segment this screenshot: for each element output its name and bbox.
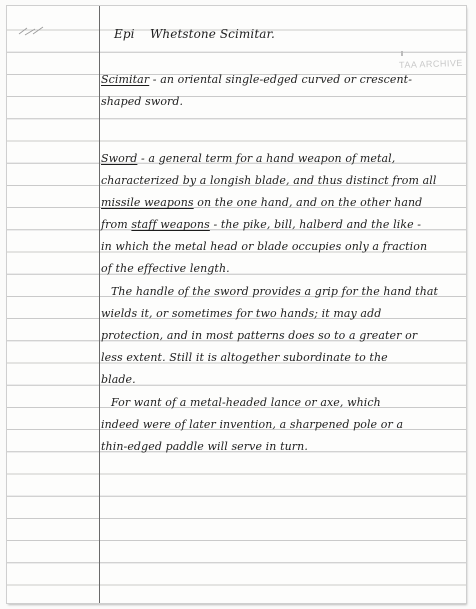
text-line (101, 329, 417, 342)
text-span: - the pike, bill, halberd and the like - (209, 218, 422, 231)
text-span: blade. (101, 373, 136, 386)
text-span: - an oriental single-edged curved or crescent- (149, 73, 413, 86)
text-line (101, 418, 403, 431)
text-line (101, 196, 422, 209)
text-line (101, 152, 395, 165)
text-span: - a general term for a hand weapon of metal, (137, 152, 396, 165)
text-span: indeed were of later invention, a sharpened pole or a (101, 418, 404, 431)
text-line (101, 373, 136, 386)
page-title: Whetstone Scimitar. (150, 27, 275, 41)
text-line (101, 95, 183, 108)
text-line (101, 174, 437, 187)
text-span: less extent. Still it is altogether subordinate to the (101, 351, 388, 364)
text-span: For want of a metal-headed lance or axe, which (111, 396, 381, 409)
text-line (101, 262, 230, 275)
text-span: shaped sword. (101, 95, 184, 108)
text-span: wields it, or sometimes for two hands; it may add (101, 307, 382, 320)
text-line (101, 218, 421, 231)
margin-rule (99, 6, 100, 603)
ruled-lines (7, 6, 466, 603)
text-span: of the effective length. (101, 262, 230, 275)
text-line (101, 73, 412, 86)
text-span: The handle of the sword provides a grip for the hand that (111, 285, 439, 298)
text-span: thin-edged paddle will serve in turn. (101, 440, 308, 453)
text-span: on the one hand, and on the other hand (193, 196, 423, 209)
underlined-term: Scimitar (101, 73, 150, 86)
stamp-tick (401, 51, 403, 56)
archive-stamp: TAA ARCHIVE (398, 57, 464, 71)
lined-paper-sheet (7, 6, 466, 603)
text-line (101, 351, 388, 364)
text-span: protection, and in most patterns does so to a greater or (101, 329, 418, 342)
pencil-mark (17, 24, 47, 38)
text-span: characterized by a longish blade, and thus distinct from all (101, 174, 437, 187)
underlined-term: missile weapons (101, 196, 194, 209)
text-span: from (101, 218, 132, 231)
text-line (111, 285, 438, 298)
underlined-term: Sword (101, 152, 138, 165)
text-line (101, 440, 308, 453)
text-span: in which the metal head or blade occupies only a fraction (101, 240, 428, 253)
heading-prefix: Epi (114, 27, 135, 41)
text-line (101, 240, 427, 253)
underlined-term: staff weapons (131, 218, 210, 231)
text-line (101, 307, 381, 320)
text-line (111, 396, 381, 409)
